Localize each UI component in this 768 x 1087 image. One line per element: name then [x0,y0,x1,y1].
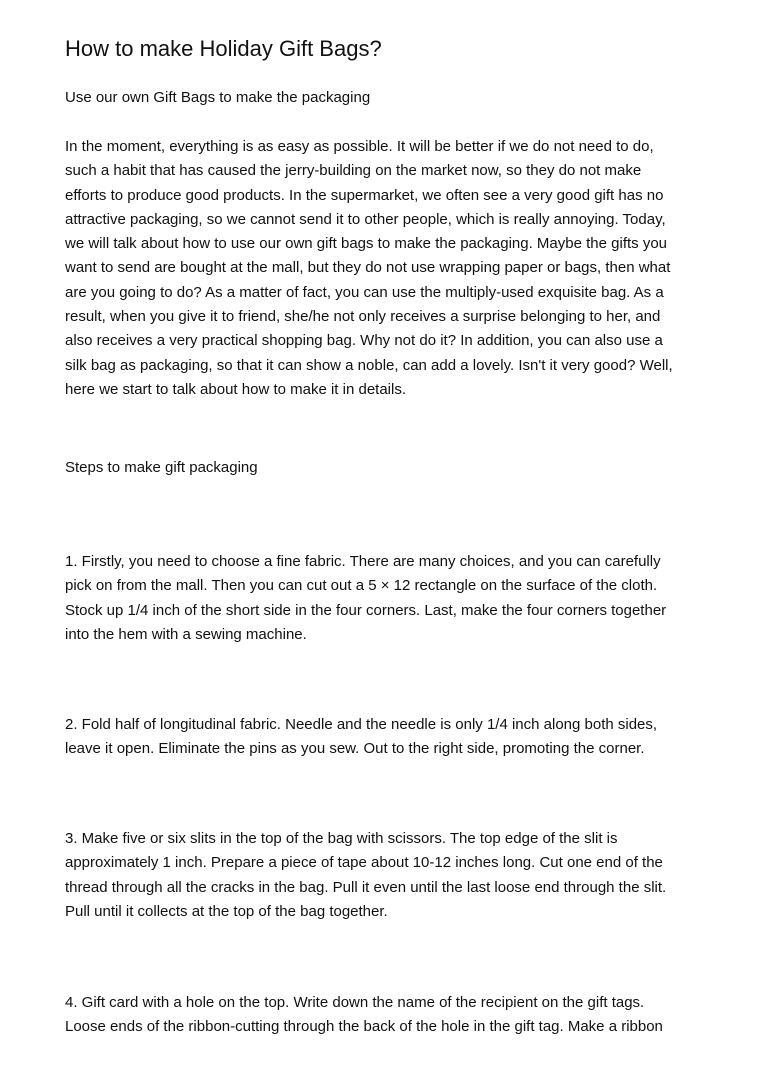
text-line: Pull until it collects at the top of the bag together. [65,902,388,920]
text-line: 1. Firstly, you need to choose a fine fabric. There are many choices, and you can carefully [65,553,661,570]
step-2-paragraph [65,713,705,762]
step-4-paragraph [65,991,705,1040]
text-line: 4. Gift card with a hole on the top. Write down the name of the recipient on the gift tags. [65,994,645,1011]
text-line: we will talk about how to use our own gift bags to make the packaging. Maybe the gifts you [65,235,668,253]
text-line: Loose ends of the ribbon-cutting through the back of the hole in the gift tag. Make a ribbon [65,1018,663,1036]
text-line: also receives a very practical shopping bag. Why not do it? In addition, you can also use a [65,332,663,350]
text-line: attractive packaging, so we cannot send it to other people, which is really annoying. Today, [65,210,666,228]
text-line: 3. Make five or six slits in the top of the bag with scissors. The top edge of the slit is [65,830,618,847]
text-line: want to send are bought at the mall, but they do not use wrapping paper or bags, then what [65,259,671,277]
step-3-paragraph [65,827,705,924]
text-line: into the hem with a sewing machine. [65,625,307,643]
text-line: thread through all the cracks in the bag. Pull it even until the last loose end through the slit. [65,878,667,896]
page-title: How to make Holiday Gift Bags? [65,36,382,61]
text-line: efforts to produce good products. In the supermarket, we often see a very good gift has no [65,186,664,204]
text-line: silk bag as packaging, so that it can show a noble, can add a lovely. Isn't it very good? Well, [65,356,673,374]
text-line: pick on from the mall. Then you can cut out a 5 × 12 rectangle on the surface of the cloth. [65,577,658,595]
text-line: In the moment, everything is as easy as possible. It will be better if we do not need to do, [65,138,654,155]
text-line: approximately 1 inch. Prepare a piece of tape about 10-12 inches long. Cut one end of the [65,854,663,872]
text-line: such a habit that has caused the jerry-building on the market now, so they do not make [65,162,642,180]
steps-heading: Steps to make gift packaging [65,459,258,476]
text-line: 2. Fold half of longitudinal fabric. Needle and the needle is only 1/4 inch along both sides, [65,716,658,733]
step-1-paragraph [65,550,705,647]
text-line: Stock up 1/4 inch of the short side in the four corners. Last, make the four corners together [65,601,667,619]
text-line: are you going to do? As a matter of fact, you can use the multiply-used exquisite bag. As a [65,283,664,301]
subtitle: Use our own Gift Bags to make the packaging [65,89,371,106]
text-line: result, when you give it to friend, she/he not only receives a surprise belonging to her, and [65,308,661,326]
intro-paragraph [65,135,705,402]
text-line: leave it open. Eliminate the pins as you sew. Out to the right side, promoting the corner. [65,740,645,758]
text-line: here we start to talk about how to make it in details. [65,380,407,398]
